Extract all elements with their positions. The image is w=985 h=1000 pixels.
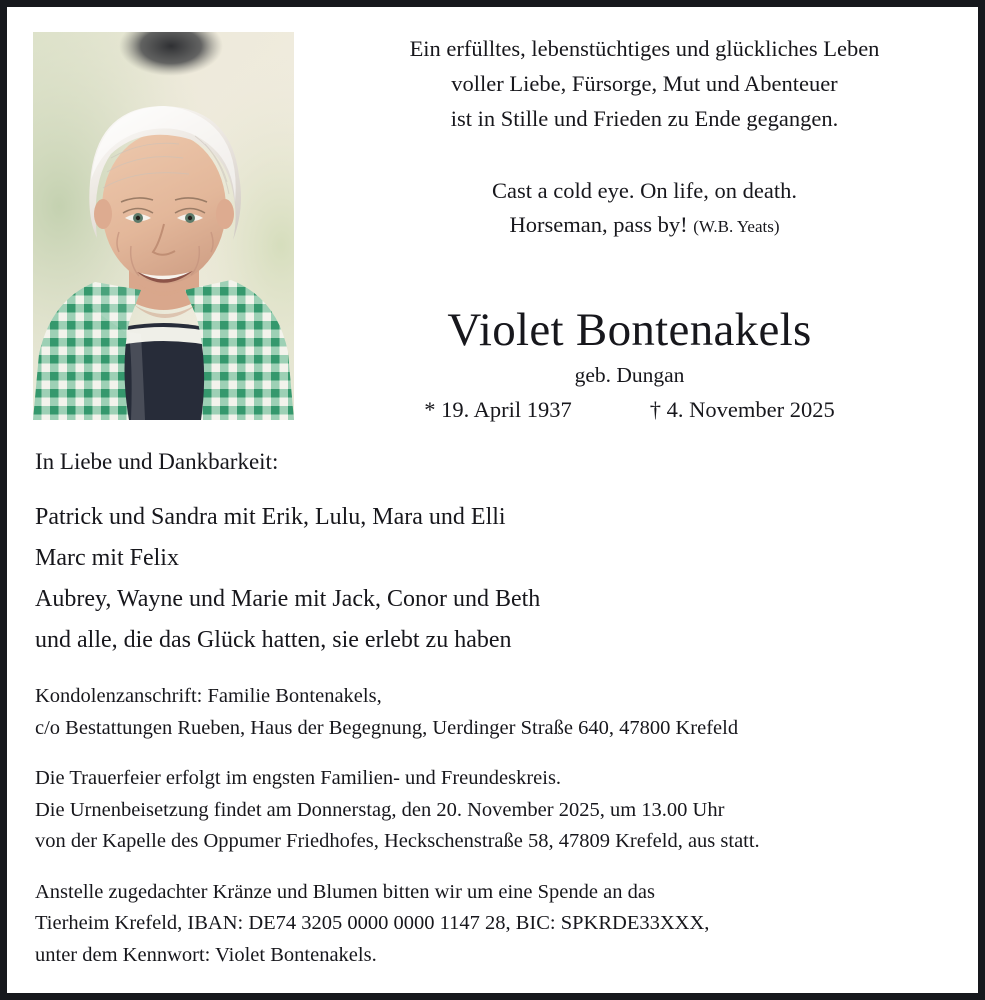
death-date: † 4. November 2025 <box>649 397 835 422</box>
life-dates <box>307 394 952 426</box>
maiden-name: geb. Dungan <box>574 363 685 387</box>
family-line: Patrick und Sandra mit Erik, Lulu, Mara und Elli <box>35 504 506 530</box>
poem-line-2: Horseman, pass by! <box>509 212 688 237</box>
poem-attribution: (W.B. Yeats) <box>693 217 780 236</box>
poem-quote <box>337 174 952 244</box>
donation-line: unter dem Kennwort: Violet Bontenakels. <box>35 943 377 966</box>
donation-line: Anstelle zugedachter Kränze und Blumen bitten wir um eine Spende an das <box>35 880 655 903</box>
notice-body <box>35 445 950 991</box>
service-details <box>35 763 950 858</box>
donation-request <box>35 877 950 972</box>
notice-page <box>7 7 978 993</box>
family-line: und alle, die das Glück hatten, sie erlebt zu haben <box>35 627 512 653</box>
intro-verse <box>337 31 952 136</box>
condolence-address <box>35 681 950 744</box>
service-line: von der Kapelle des Oppumer Friedhofes, Heckschenstraße 58, 47809 Krefeld, aus statt. <box>35 830 760 852</box>
deceased-name: Violet Bontenakels <box>447 304 812 356</box>
poem-line-2-wrap <box>337 208 952 244</box>
intro-line-1: Ein erfülltes, lebenstüchtiges und glückliches Leben <box>409 36 880 61</box>
portrait-photo <box>33 32 294 420</box>
service-line: Die Urnenbeisetzung findet am Donnerstag, den 20. November 2025, um 13.00 Uhr <box>35 798 725 821</box>
family-line: Aubrey, Wayne und Marie mit Jack, Conor und Beth <box>35 586 541 612</box>
intro-line-3: ist in Stille und Frieden zu Ende gegangen. <box>450 106 839 131</box>
condolence-line: Kondolenzanschrift: Familie Bontenakels, <box>35 685 382 707</box>
condolence-line: c/o Bestattungen Rueben, Haus der Begegnung, Uerdinger Straße 640, 47800 Krefeld <box>35 716 739 739</box>
birth-date: * 19. April 1937 <box>424 397 572 422</box>
tribute-lead: In Liebe und Dankbarkeit: <box>35 449 279 474</box>
poem-line-1: Cast a cold eye. On life, on death. <box>492 178 797 203</box>
family-line: Marc mit Felix <box>35 545 179 571</box>
service-line: Die Trauerfeier erfolgt im engsten Familien- und Freundeskreis. <box>35 767 562 789</box>
family-list <box>35 497 950 661</box>
intro-line-2: voller Liebe, Fürsorge, Mut und Abenteuer <box>451 71 838 96</box>
deceased-name-block <box>307 302 952 426</box>
donation-line: Tierheim Krefeld, IBAN: DE74 3205 0000 0000 1147 28, BIC: SPKRDE33XXX, <box>35 912 710 934</box>
